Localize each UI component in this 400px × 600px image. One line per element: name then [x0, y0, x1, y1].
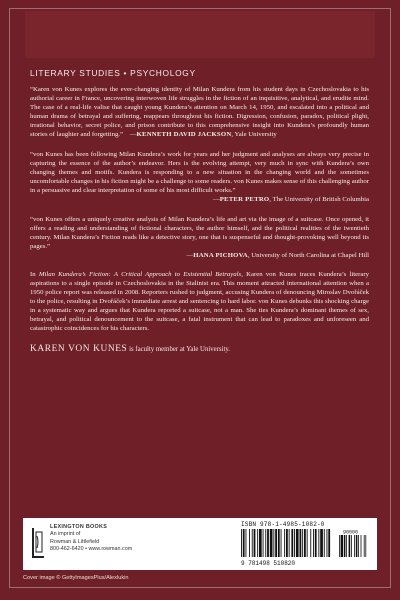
- endorsement-2: “von Kunes has been following Milan Kundera’s work for years and her judgment and analyses are always very precise in capturing the essence of the author’s endeavor. Hers is the evolving attempt, very much in sync with Kundera’s own changing themes and motifs. Kundera is responding to a new situation in the changing world and the sometimes uncomfortable changes in his fiction might be a challenge to some readers. von Kunes makes sense of this challenging author in a persuasive and clear interpretation of some of his most difficult works.” —PETER PETRO, The University of British Columbia: [30, 150, 369, 203]
- top-band: [25, 11, 375, 58]
- barcode-digits: 9 781498 510820: [241, 560, 296, 567]
- endorser-affiliation: The University of British Columbia: [272, 195, 369, 203]
- publisher-contact: 800-462-6420 • www.rowman.com: [50, 545, 133, 552]
- barcode-icon: [239, 529, 371, 567]
- author-bio: [30, 344, 369, 354]
- endorsement-text: “von Kunes has been following Milan Kundera’s work for years and her judgment and analyses are always very precise in capturing the essence of the author’s endeavor. Hers is the evolving attempt, very much in sync with Kundera’s own changing themes and motifs. Kundera is responding to a new situation in the changing world and the sometimes uncomfortable changes in his fiction might be a challenge to some readers. von Kunes makes sense of this challenging author in a persuasive and clear interpretation of some of his most difficult works.”: [30, 150, 369, 194]
- price-code: 90000: [343, 529, 359, 536]
- author-name: KAREN VON KUNES: [30, 344, 128, 355]
- endorser-affiliation: University of North Carolina at Chapel Hill: [251, 251, 369, 259]
- publisher-panel: [23, 518, 377, 570]
- endorser-name: KENNETH DAVID JACKSON: [136, 130, 232, 138]
- endorser-affiliation: Yale University: [234, 130, 277, 138]
- subject-category: LITERARY STUDIES • PSYCHOLOGY: [30, 68, 196, 78]
- lexington-logo-icon: [32, 528, 44, 558]
- endorser-name: PETER PETRO: [219, 195, 270, 203]
- book-description: [30, 271, 369, 334]
- cover-text: [30, 86, 369, 354]
- isbn-label: ISBN 978-1-4985-1082-0: [241, 521, 325, 528]
- parent-publisher: Rowman & Littlefield: [50, 538, 100, 545]
- description-intro: In: [30, 271, 39, 279]
- endorsement-text: “Karen von Kunes explores the ever-changing identity of Milan Kundera from his student days in Czechoslovakia to his authorial career in France, uncovering interwoven life struggles in the fiction of an inquisitive, analytical, and erudite mind. The case of a real-life valise that caught young Kundera’s attention on March 14, 1950, and escalated into a political and human drama of betrayal and suffering, reappears throughout his fiction. Digression, confusion, paradox, political plight, irrational behavior, secret police, and prison contribute to this comprehensive insight into Kundera’s profoundly human stories of laughter and forgetting.”: [30, 86, 369, 138]
- endorser-name: HANA PICHOVA: [193, 251, 248, 259]
- endorsement-1: “Karen von Kunes explores the ever-changing identity of Milan Kundera from his student days in Czechoslovakia to his authorial career in France, uncovering interwoven life struggles in the fiction of an inquisitive, analytical, and erudite mind. The case of a real-life valise that caught young Kundera’s attention on March 14, 1950, and escalated into a political and human drama of betrayal and suffering, reappears throughout his fiction. Digression, confusion, paradox, political plight, irrational behavior, secret police, and prison contribute to this comprehensive insight into Kundera’s profoundly human stories of laughter and forgetting.” —KENNETH DAVID JACKSON, Yale University: [30, 86, 369, 138]
- author-bio-text: is faculty member at Yale University.: [127, 346, 230, 354]
- publisher-info: [50, 524, 132, 553]
- endorsement-text: “von Kunes offers a uniquely creative analysis of Milan Kundera’s life and art via the image of a suitcase. Once opened, it offers a reading and understanding of fictional characters, the author himself, and the political realities of the twentieth century. Milan Kundera’s Fiction reads like a detective story, one that is suspenseful and thought-provoking well beyond its pages.”: [30, 215, 369, 250]
- cover-image-credit: Cover image © GettyImagesPlus/Alexlukin: [23, 575, 129, 581]
- endorsement-3: “von Kunes offers a uniquely creative analysis of Milan Kundera’s life and art via the image of a suitcase. Once opened, it offers a reading and understanding of fictional characters, the author himself, and the political realities of the twentieth century. Milan Kundera’s Fiction reads like a detective story, one that is suspenseful and thought-provoking well beyond its pages.” —HANA PICHOVA, University of North Carolina at Chapel Hill: [30, 215, 369, 259]
- publisher-name: LEXINGTON BOOKS: [50, 524, 108, 530]
- isbn-barcode: [235, 521, 373, 567]
- book-title: Milan Kundera’s Fiction: A Critical Approach to Existential Betrayals: [38, 271, 242, 279]
- description-body: , Karen von Kunes traces Kundera’s literary aspirations to a single episode in Czechoslovakia in the Stalinist era. This moment attracted international attention when a 1950 police report was released in 2008. Reporters rushed to judgment, accusing Kundera of denouncing Miroslav Dvořáček to the police, resulting in Dvořáček’s immediate arrest and sentencing to hard labor. von Kunes debunks this shocking charge in a systematic way and argues that Kundera reported a suitcase, not a man. She ties Kundera’s dominant themes of sex, betrayal, and political denouncement to the suitcase, a fatal instrument that can lead to paradoxes and unforeseen and catastrophic coincidences for his characters.: [30, 271, 369, 333]
- imprint-label: An imprint of: [50, 531, 81, 538]
